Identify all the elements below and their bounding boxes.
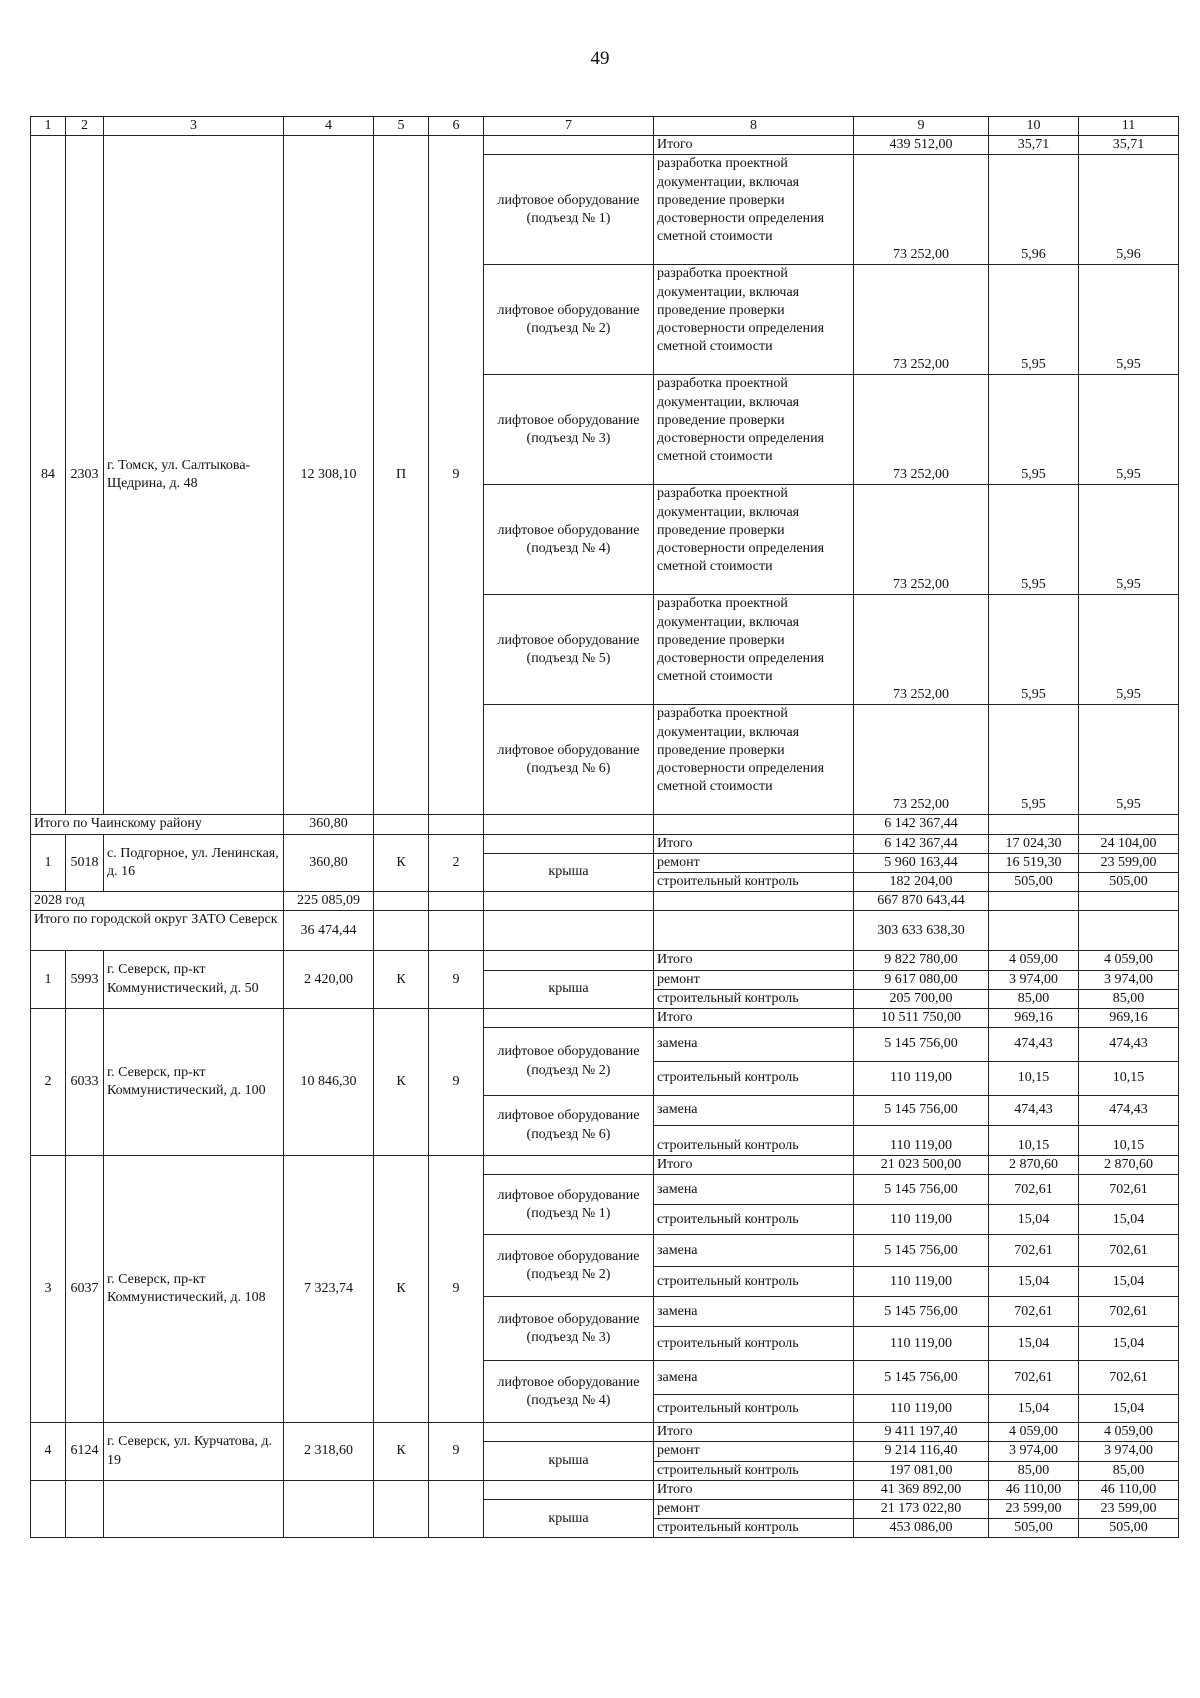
sum: 439 512,00 <box>854 136 989 155</box>
table-row <box>31 834 1179 853</box>
cost-per-m2: 3 974,00 <box>989 970 1079 989</box>
house-code <box>66 1480 104 1538</box>
work-element <box>484 951 654 970</box>
cost-per-m2: 85,00 <box>989 989 1079 1008</box>
column-header: 8 <box>654 117 854 136</box>
cost-per-m2: 10,15 <box>989 1062 1079 1096</box>
house-area <box>284 1480 374 1538</box>
max-cost-per-m2: 4 059,00 <box>1079 1423 1179 1442</box>
row-number: 1 <box>31 834 66 892</box>
sum: 41 369 892,00 <box>854 1480 989 1499</box>
work-type: ремонт <box>654 1500 854 1519</box>
wall-type: К <box>374 834 429 892</box>
max-cost-per-m2: 4 059,00 <box>1079 951 1179 970</box>
max-cost-per-m2: 24 104,00 <box>1079 834 1179 853</box>
work-type: строительный контроль <box>654 989 854 1008</box>
cost-per-m2: 17 024,30 <box>989 834 1079 853</box>
wall-type: К <box>374 1008 429 1155</box>
work-element <box>484 1008 654 1027</box>
sum: 73 252,00 <box>854 485 989 595</box>
sum: 110 119,00 <box>854 1205 989 1235</box>
work-type: строительный контроль <box>654 1205 854 1235</box>
subtotal-sum: 6 142 367,44 <box>854 815 989 834</box>
sum: 73 252,00 <box>854 705 989 815</box>
work-type: Итого <box>654 1480 854 1499</box>
floors: 9 <box>429 136 484 815</box>
sum: 110 119,00 <box>854 1126 989 1156</box>
work-element: крыша <box>484 1500 654 1538</box>
subtotal-row <box>31 911 1179 951</box>
max-cost-per-m2: 702,61 <box>1079 1175 1179 1205</box>
max-cost-per-m2: 5,95 <box>1079 705 1179 815</box>
work-type: строительный контроль <box>654 872 854 891</box>
max-cost-per-m2: 969,16 <box>1079 1008 1179 1027</box>
column-header: 2 <box>66 117 104 136</box>
house-code: 2303 <box>66 136 104 815</box>
sum: 73 252,00 <box>854 375 989 485</box>
house-code: 6033 <box>66 1008 104 1155</box>
max-cost-per-m2: 15,04 <box>1079 1205 1179 1235</box>
work-type: замена <box>654 1297 854 1327</box>
table-row <box>31 1156 1179 1175</box>
cost-per-m2: 505,00 <box>989 872 1079 891</box>
cost-per-m2: 474,43 <box>989 1028 1079 1062</box>
sum: 6 142 367,44 <box>854 834 989 853</box>
work-element: лифтовое оборудование (подъезд № 1) <box>484 155 654 265</box>
work-element: крыша <box>484 853 654 891</box>
max-cost-per-m2: 505,00 <box>1079 1519 1179 1538</box>
max-cost-per-m2: 505,00 <box>1079 872 1179 891</box>
house-address: г. Северск, пр-кт Коммунистический, д. 50 <box>104 951 284 1009</box>
max-cost-per-m2: 15,04 <box>1079 1395 1179 1423</box>
cost-per-m2: 5,95 <box>989 705 1079 815</box>
cost-per-m2: 46 110,00 <box>989 1480 1079 1499</box>
column-header: 11 <box>1079 117 1179 136</box>
work-element: крыша <box>484 1442 654 1480</box>
column-header: 6 <box>429 117 484 136</box>
cost-per-m2: 702,61 <box>989 1361 1079 1395</box>
sum: 5 960 163,44 <box>854 853 989 872</box>
max-cost-per-m2: 5,95 <box>1079 375 1179 485</box>
house-address: г. Северск, ул. Курчатова, д. 19 <box>104 1423 284 1481</box>
work-type: замена <box>654 1175 854 1205</box>
max-cost-per-m2: 702,61 <box>1079 1235 1179 1267</box>
subtotal-row <box>31 815 1179 834</box>
wall-type <box>374 1480 429 1538</box>
cost-per-m2: 15,04 <box>989 1327 1079 1361</box>
sum: 9 822 780,00 <box>854 951 989 970</box>
cost-per-m2: 16 519,30 <box>989 853 1079 872</box>
column-header: 10 <box>989 117 1079 136</box>
work-type: разработка проектной документации, включая проведение проверки достоверности определения сметной стоимости <box>654 485 854 595</box>
wall-type: К <box>374 1423 429 1481</box>
row-number: 3 <box>31 1156 66 1423</box>
work-element: лифтовое оборудование (подъезд № 5) <box>484 595 654 705</box>
page-number: 49 <box>590 48 610 69</box>
work-element <box>484 136 654 155</box>
sum: 9 617 080,00 <box>854 970 989 989</box>
sum: 5 145 756,00 <box>854 1028 989 1062</box>
work-element: лифтовое оборудование (подъезд № 2) <box>484 265 654 375</box>
work-element: лифтовое оборудование (подъезд № 4) <box>484 485 654 595</box>
max-cost-per-m2: 23 599,00 <box>1079 853 1179 872</box>
max-cost-per-m2: 3 974,00 <box>1079 970 1179 989</box>
work-type: ремонт <box>654 970 854 989</box>
row-number: 84 <box>31 136 66 815</box>
cost-per-m2: 702,61 <box>989 1235 1079 1267</box>
row-number <box>31 1480 66 1538</box>
floors: 2 <box>429 834 484 892</box>
max-cost-per-m2: 35,71 <box>1079 136 1179 155</box>
max-cost-per-m2: 85,00 <box>1079 989 1179 1008</box>
sum: 10 511 750,00 <box>854 1008 989 1027</box>
column-header-row <box>31 117 1179 136</box>
house-area: 2 318,60 <box>284 1423 374 1481</box>
work-type: разработка проектной документации, включая проведение проверки достоверности определения сметной стоимости <box>654 375 854 485</box>
sum: 21 173 022,80 <box>854 1500 989 1519</box>
work-type: строительный контроль <box>654 1267 854 1297</box>
column-header: 7 <box>484 117 654 136</box>
sum: 73 252,00 <box>854 265 989 375</box>
subtotal-area: 36 474,44 <box>284 911 374 951</box>
work-type: разработка проектной документации, включая проведение проверки достоверности определения сметной стоимости <box>654 155 854 265</box>
max-cost-per-m2: 15,04 <box>1079 1327 1179 1361</box>
work-type: строительный контроль <box>654 1062 854 1096</box>
max-cost-per-m2: 5,96 <box>1079 155 1179 265</box>
sum: 5 145 756,00 <box>854 1175 989 1205</box>
cost-per-m2: 5,96 <box>989 155 1079 265</box>
work-type: Итого <box>654 136 854 155</box>
year-sum: 667 870 643,44 <box>854 892 989 911</box>
floors <box>429 1480 484 1538</box>
column-header: 3 <box>104 117 284 136</box>
work-type: Итого <box>654 1008 854 1027</box>
table-row <box>31 1008 1179 1027</box>
cost-per-m2: 85,00 <box>989 1461 1079 1480</box>
sum: 182 204,00 <box>854 872 989 891</box>
sum: 453 086,00 <box>854 1519 989 1538</box>
wall-type: П <box>374 136 429 815</box>
cost-per-m2: 15,04 <box>989 1205 1079 1235</box>
sum: 110 119,00 <box>854 1395 989 1423</box>
work-type: строительный контроль <box>654 1519 854 1538</box>
cost-per-m2: 969,16 <box>989 1008 1079 1027</box>
sum: 5 145 756,00 <box>854 1096 989 1126</box>
cost-per-m2: 15,04 <box>989 1395 1079 1423</box>
work-type: ремонт <box>654 853 854 872</box>
cost-per-m2: 4 059,00 <box>989 1423 1079 1442</box>
work-element: лифтовое оборудование (подъезд № 6) <box>484 1096 654 1156</box>
sum: 5 145 756,00 <box>854 1361 989 1395</box>
work-element <box>484 1480 654 1499</box>
year-total-row <box>31 892 1179 911</box>
cost-per-m2: 505,00 <box>989 1519 1079 1538</box>
max-cost-per-m2: 3 974,00 <box>1079 1442 1179 1461</box>
house-area: 12 308,10 <box>284 136 374 815</box>
work-type: строительный контроль <box>654 1126 854 1156</box>
work-element <box>484 1156 654 1175</box>
house-area: 10 846,30 <box>284 1008 374 1155</box>
column-header: 4 <box>284 117 374 136</box>
work-element: лифтовое оборудование (подъезд № 3) <box>484 1297 654 1361</box>
cost-per-m2: 2 870,60 <box>989 1156 1079 1175</box>
work-type: разработка проектной документации, включая проведение проверки достоверности определения сметной стоимости <box>654 595 854 705</box>
capital-repair-table <box>30 116 1179 1538</box>
cost-per-m2: 10,15 <box>989 1126 1079 1156</box>
cost-per-m2: 5,95 <box>989 375 1079 485</box>
sum: 5 145 756,00 <box>854 1235 989 1267</box>
work-type: замена <box>654 1096 854 1126</box>
max-cost-per-m2: 85,00 <box>1079 1461 1179 1480</box>
work-element: лифтовое оборудование (подъезд № 2) <box>484 1028 654 1096</box>
work-type: строительный контроль <box>654 1461 854 1480</box>
work-type: строительный контроль <box>654 1327 854 1361</box>
sum: 197 081,00 <box>854 1461 989 1480</box>
house-code: 6037 <box>66 1156 104 1423</box>
house-address <box>104 1480 284 1538</box>
sum: 110 119,00 <box>854 1267 989 1297</box>
work-type: Итого <box>654 1423 854 1442</box>
max-cost-per-m2: 474,43 <box>1079 1028 1179 1062</box>
work-type: ремонт <box>654 1442 854 1461</box>
cost-per-m2: 35,71 <box>989 136 1079 155</box>
cost-per-m2: 474,43 <box>989 1096 1079 1126</box>
max-cost-per-m2: 474,43 <box>1079 1096 1179 1126</box>
cost-per-m2: 15,04 <box>989 1267 1079 1297</box>
floors: 9 <box>429 1156 484 1423</box>
cost-per-m2: 702,61 <box>989 1297 1079 1327</box>
wall-type: К <box>374 1156 429 1423</box>
sum: 110 119,00 <box>854 1062 989 1096</box>
row-number: 1 <box>31 951 66 1009</box>
house-address: г. Северск, пр-кт Коммунистический, д. 100 <box>104 1008 284 1155</box>
sum: 9 411 197,40 <box>854 1423 989 1442</box>
work-element <box>484 1423 654 1442</box>
max-cost-per-m2: 23 599,00 <box>1079 1500 1179 1519</box>
column-header: 5 <box>374 117 429 136</box>
subtotal-label: Итого по Чаинскому району <box>31 815 284 834</box>
house-address: г. Томск, ул. Салтыкова-Щедрина, д. 48 <box>104 136 284 815</box>
max-cost-per-m2: 2 870,60 <box>1079 1156 1179 1175</box>
work-element: лифтовое оборудование (подъезд № 3) <box>484 375 654 485</box>
floors: 9 <box>429 1423 484 1481</box>
cost-per-m2: 3 974,00 <box>989 1442 1079 1461</box>
sum: 21 023 500,00 <box>854 1156 989 1175</box>
sum: 73 252,00 <box>854 155 989 265</box>
sum: 205 700,00 <box>854 989 989 1008</box>
subtotal-area: 360,80 <box>284 815 374 834</box>
column-header: 1 <box>31 117 66 136</box>
work-element <box>484 834 654 853</box>
column-header: 9 <box>854 117 989 136</box>
work-element: лифтовое оборудование (подъезд № 2) <box>484 1235 654 1297</box>
cost-per-m2: 5,95 <box>989 595 1079 705</box>
work-type: Итого <box>654 951 854 970</box>
work-element: лифтовое оборудование (подъезд № 1) <box>484 1175 654 1235</box>
work-type: замена <box>654 1361 854 1395</box>
table-row <box>31 1423 1179 1442</box>
max-cost-per-m2: 5,95 <box>1079 265 1179 375</box>
subtotal-label: Итого по городской округ ЗАТО Северск <box>31 911 284 951</box>
wall-type: К <box>374 951 429 1009</box>
sum: 73 252,00 <box>854 595 989 705</box>
cost-per-m2: 5,95 <box>989 485 1079 595</box>
house-address: г. Северск, пр-кт Коммунистический, д. 108 <box>104 1156 284 1423</box>
house-area: 360,80 <box>284 834 374 892</box>
work-type: замена <box>654 1028 854 1062</box>
work-type: строительный контроль <box>654 1395 854 1423</box>
work-element: крыша <box>484 970 654 1008</box>
table-row <box>31 1480 1179 1499</box>
house-code: 5018 <box>66 834 104 892</box>
row-number: 2 <box>31 1008 66 1155</box>
max-cost-per-m2: 702,61 <box>1079 1297 1179 1327</box>
work-type: замена <box>654 1235 854 1267</box>
sum: 9 214 116,40 <box>854 1442 989 1461</box>
house-area: 2 420,00 <box>284 951 374 1009</box>
sum: 110 119,00 <box>854 1327 989 1361</box>
work-type: разработка проектной документации, включая проведение проверки достоверности определения сметной стоимости <box>654 705 854 815</box>
table-row <box>31 136 1179 155</box>
table-row <box>31 951 1179 970</box>
max-cost-per-m2: 10,15 <box>1079 1126 1179 1156</box>
work-type: Итого <box>654 1156 854 1175</box>
max-cost-per-m2: 5,95 <box>1079 595 1179 705</box>
house-address: с. Подгорное, ул. Ленинская, д. 16 <box>104 834 284 892</box>
cost-per-m2: 4 059,00 <box>989 951 1079 970</box>
house-area: 7 323,74 <box>284 1156 374 1423</box>
work-type: Итого <box>654 834 854 853</box>
max-cost-per-m2: 10,15 <box>1079 1062 1179 1096</box>
work-type: разработка проектной документации, включая проведение проверки достоверности определения сметной стоимости <box>654 265 854 375</box>
row-number: 4 <box>31 1423 66 1481</box>
sum: 5 145 756,00 <box>854 1297 989 1327</box>
cost-per-m2: 702,61 <box>989 1175 1079 1205</box>
house-code: 5993 <box>66 951 104 1009</box>
year-label: 2028 год <box>31 892 284 911</box>
work-element: лифтовое оборудование (подъезд № 6) <box>484 705 654 815</box>
year-area: 225 085,09 <box>284 892 374 911</box>
work-element: лифтовое оборудование (подъезд № 4) <box>484 1361 654 1423</box>
max-cost-per-m2: 46 110,00 <box>1079 1480 1179 1499</box>
max-cost-per-m2: 702,61 <box>1079 1361 1179 1395</box>
floors: 9 <box>429 951 484 1009</box>
floors: 9 <box>429 1008 484 1155</box>
house-code: 6124 <box>66 1423 104 1481</box>
subtotal-sum: 303 633 638,30 <box>854 911 989 951</box>
cost-per-m2: 5,95 <box>989 265 1079 375</box>
cost-per-m2: 23 599,00 <box>989 1500 1079 1519</box>
max-cost-per-m2: 5,95 <box>1079 485 1179 595</box>
max-cost-per-m2: 15,04 <box>1079 1267 1179 1297</box>
